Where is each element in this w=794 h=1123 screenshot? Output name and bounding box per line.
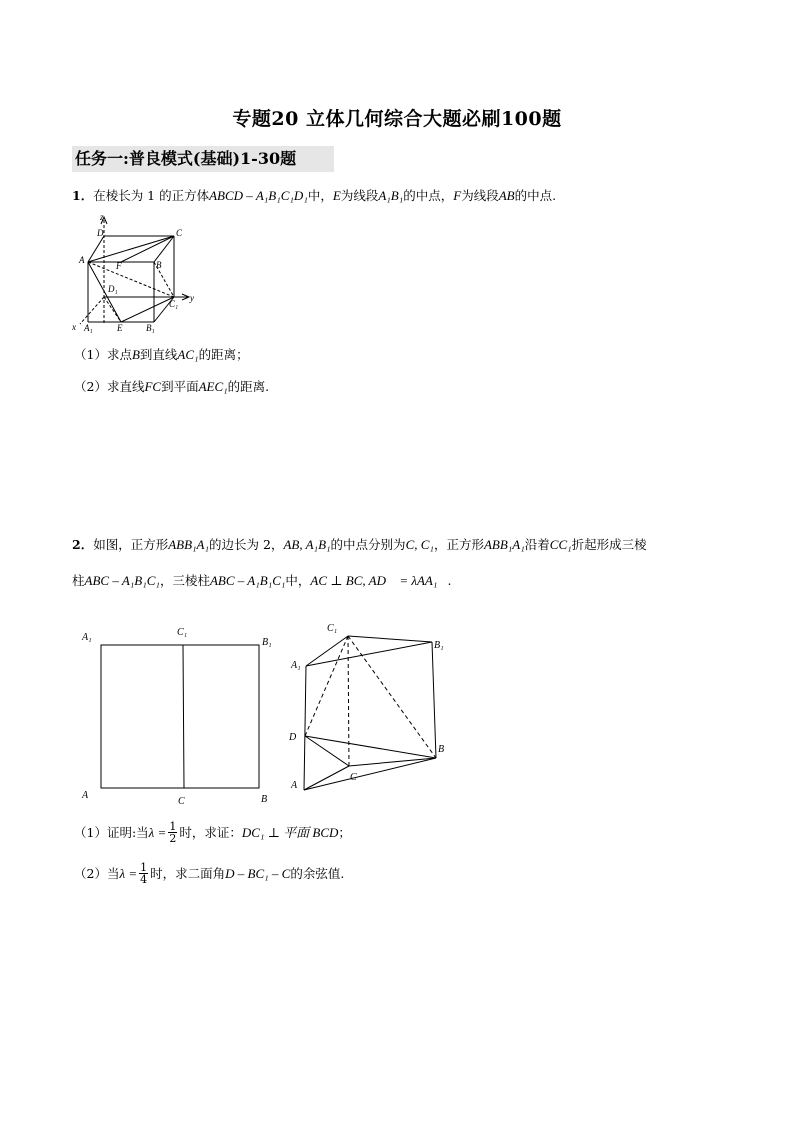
fraction-denominator: 4	[140, 873, 148, 886]
q2-sub1-claim: DC₁ ⊥ 平面 BCD	[241, 824, 339, 840]
q1-sub1-line: AC₁	[177, 347, 199, 362]
label-a1: A₁	[82, 632, 92, 643]
q1-text: 的中点.	[514, 188, 557, 203]
q2-prism: ABC – A₁B₁C₁	[84, 573, 160, 588]
q2-condition: AC ⊥ BC, AD⃗ = λAA₁⃗	[310, 573, 448, 588]
segment-fc	[121, 236, 174, 262]
q1-sub2-text: 到平面	[161, 379, 199, 394]
q1-stem	[72, 187, 556, 205]
label-a1: A₁	[84, 323, 93, 333]
q1-seg-ab: AB	[498, 188, 515, 203]
square-abb1a1	[101, 645, 259, 788]
q1-text: 中，	[307, 188, 333, 203]
q1-text: 的中点，	[403, 188, 454, 203]
label-d: D	[289, 732, 297, 743]
q1-sub2-line: FC	[144, 379, 162, 394]
q1-sub2-text: 的距离.	[227, 379, 270, 394]
label-d: D	[97, 228, 104, 238]
label-f: F	[116, 261, 122, 271]
edge-cb	[154, 236, 174, 262]
q2-segments: AB, A₁B₁	[283, 537, 331, 552]
edge-a1a	[304, 666, 306, 790]
q2-points: C, C₁	[405, 537, 434, 552]
q2-sub2-text: 的余弦值.	[290, 865, 345, 881]
q1-point-e: E	[332, 188, 341, 203]
q2-text: 的中点分别为	[330, 537, 406, 552]
q2-text: 沿着	[524, 537, 550, 552]
q1-sub1-text: 的距离；	[198, 347, 249, 362]
q2-square-figure	[78, 620, 278, 812]
label-b1: B₁	[262, 637, 272, 648]
q2-sub2-angle: D – BC₁ – C	[225, 865, 291, 881]
q2-stem-line1	[72, 536, 647, 554]
q2-sub2	[74, 862, 344, 885]
q1-sub2	[74, 378, 269, 396]
label-b1: B₁	[146, 323, 155, 333]
label-b: B	[261, 794, 268, 805]
q1-seg-a1b1: A₁B₁	[378, 188, 404, 203]
segment-ac	[88, 236, 174, 262]
label-e: E	[117, 323, 123, 333]
q2-text: 折起形成三棱	[571, 537, 647, 552]
x-axis-line	[80, 297, 104, 324]
label-c1: C₁	[327, 623, 338, 634]
segment-ec1	[121, 297, 174, 322]
label-b: B	[156, 260, 162, 270]
label-c1: C₁	[177, 627, 188, 638]
q2-square: ABB₁A₁	[483, 537, 525, 552]
fraction-denominator: 2	[169, 832, 177, 845]
q1-sub1-text: 到直线	[139, 347, 178, 362]
q2-prism: ABC – A₁B₁C₁	[209, 573, 286, 588]
q2-sub1	[74, 821, 351, 844]
q1-number: 1．	[72, 188, 94, 203]
q2-sub1-text: ；	[338, 824, 351, 840]
q1-text: 为线段	[340, 188, 379, 203]
q2-sub1-fraction	[168, 821, 177, 844]
q2-text: 的边长为 2，	[209, 537, 284, 552]
q2-sub2-text: 时，求二面角	[150, 865, 226, 881]
q2-stem-line2	[72, 572, 451, 590]
label-c: C	[350, 772, 357, 783]
edge-c1b1	[348, 636, 432, 642]
label-x: x	[72, 322, 76, 332]
fraction-numerator: 1	[169, 820, 177, 833]
section-heading: 任务一:普良模式(基础)1-30题	[72, 146, 334, 172]
q1-sub2-plane: AEC₁	[198, 379, 228, 394]
q2-sub1-text: （1）证明:当	[74, 824, 149, 840]
q2-text: ，三棱柱	[159, 573, 210, 588]
label-d1: D₁	[108, 284, 118, 294]
q1-sub1	[74, 346, 249, 364]
q2-sub1-text: 时，求证：	[179, 824, 242, 840]
edge-b1b	[432, 642, 436, 758]
label-a1: A₁	[291, 660, 301, 671]
segment-c1b	[348, 636, 436, 758]
q2-sub1-lambda: λ =	[148, 824, 167, 840]
label-c: C	[176, 228, 183, 238]
label-c1: C₁	[169, 299, 179, 309]
q2-text: .	[447, 573, 452, 588]
label-a: A	[82, 790, 89, 801]
label-z: z	[100, 212, 104, 222]
label-y: y	[190, 293, 194, 303]
label-a: A	[79, 255, 85, 265]
q2-text: 柱	[72, 573, 85, 588]
label-c: C	[178, 796, 185, 807]
q1-cube-figure	[70, 212, 200, 334]
q2-text: 中，	[285, 573, 311, 588]
edge-a1b1	[306, 642, 432, 666]
segment-d1e	[104, 297, 121, 322]
q1-sub1-text: （1）求点	[74, 347, 132, 362]
edge-c1c	[348, 636, 349, 766]
label-b1: B₁	[434, 640, 444, 651]
segment-cc1	[183, 645, 184, 788]
edge-ac	[304, 766, 349, 790]
edge-cb	[349, 758, 436, 766]
q1-point-f: F	[453, 188, 462, 203]
q2-cc1: CC₁	[549, 537, 572, 552]
q2-sub2-lambda: λ =	[119, 865, 138, 881]
q2-text: 如图，正方形	[93, 537, 169, 552]
fraction-numerator: 1	[140, 861, 148, 874]
label-b: B	[438, 744, 445, 755]
q1-sub1-point: B	[131, 347, 140, 362]
q1-sub2-text: （2）求直线	[74, 379, 145, 394]
q2-prism-figure	[286, 618, 456, 794]
document-title: 专题20 立体几何综合大题必刷100题	[232, 108, 562, 130]
segment-db	[305, 736, 436, 758]
q1-text: 为线段	[461, 188, 499, 203]
q2-sub2-fraction	[139, 862, 148, 885]
label-a: A	[291, 780, 298, 791]
q2-text: ，正方形	[433, 537, 484, 552]
segment-dc	[305, 736, 349, 766]
q1-text: 在棱长为 1 的正方体	[93, 188, 210, 203]
q2-square: ABB₁A₁	[168, 537, 210, 552]
q1-cube: ABCD – A₁B₁C₁D₁	[209, 188, 308, 203]
edge-ab	[304, 758, 436, 790]
q2-sub2-text: （2）当	[74, 865, 120, 881]
q2-number: 2．	[72, 537, 94, 552]
